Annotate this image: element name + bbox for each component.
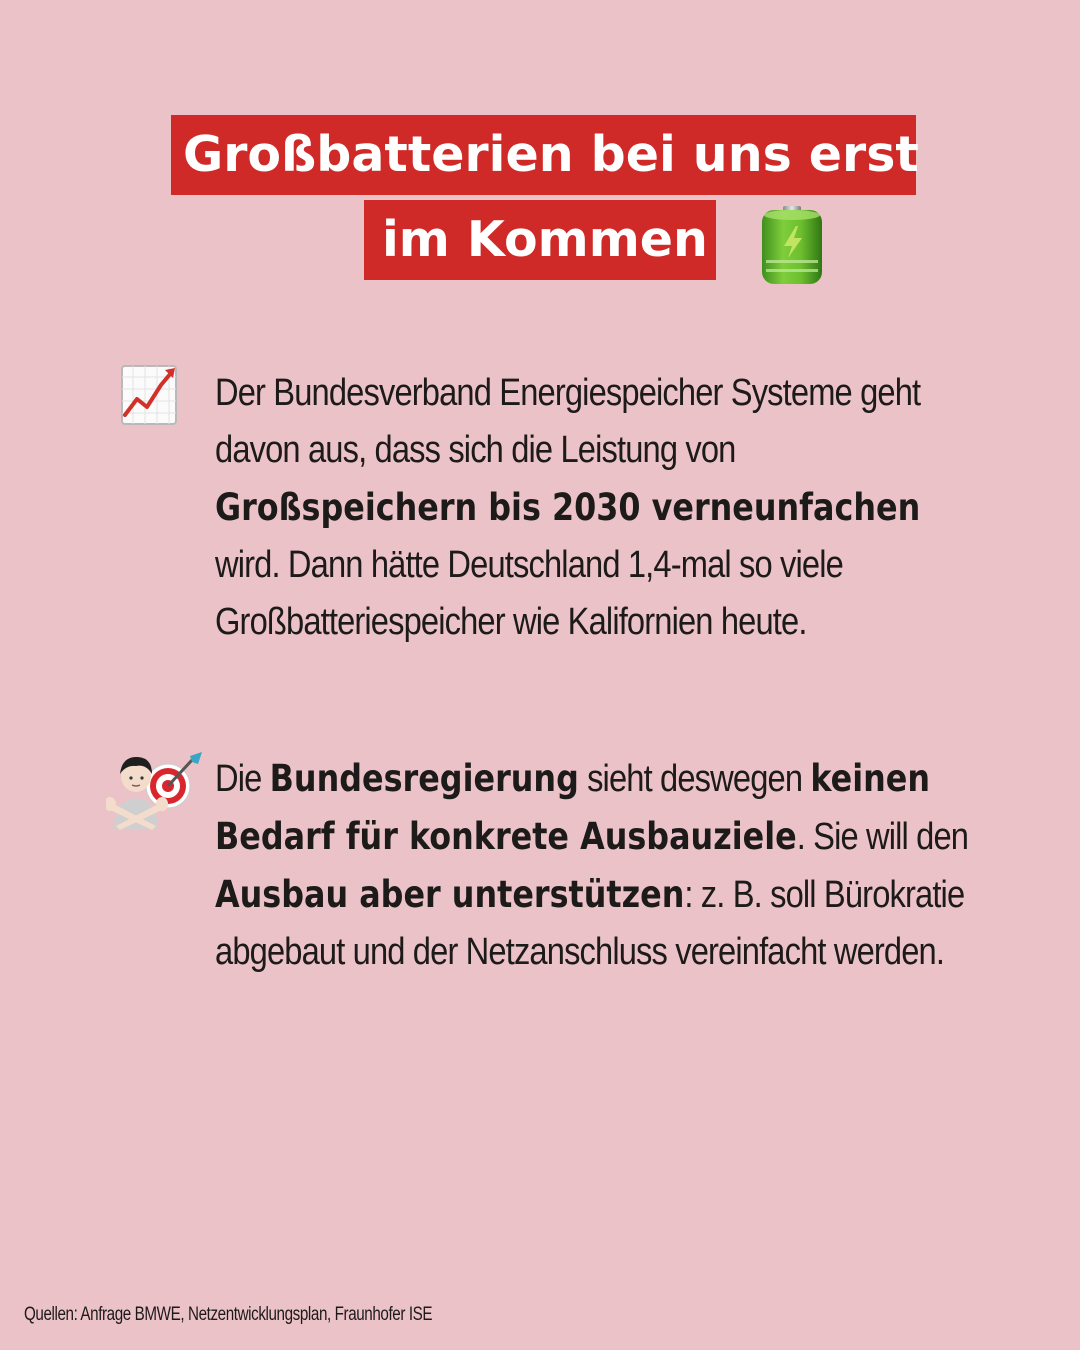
text-run: Die <box>215 758 270 800</box>
bold-text-run: keinen Bedarf für konkrete Ausbauziele <box>215 757 931 858</box>
battery-icon <box>756 206 828 284</box>
text-run: Der Bundesverband Energiespeicher Systeme geht davon aus, dass sich die Leistung von <box>215 372 921 471</box>
text-run: wird. Dann hätte Deutschland 1,4-mal so viele Großbatteriespeicher wie Kalifornien heute. <box>215 544 843 643</box>
chart-increasing-icon <box>121 365 177 425</box>
bold-text-run: Großspeichern bis 2030 verneunfachen <box>215 486 921 529</box>
sources-footnote: Quellen: Anfrage BMWE, Netzentwicklungsplan, Fraunhofer ISE <box>24 1304 433 1325</box>
bullet-1-text <box>215 365 972 651</box>
title-line-1: Großbatterien bei uns erst <box>171 115 916 195</box>
text-run: . Sie will den <box>796 816 969 858</box>
text-run: sieht deswegen <box>578 758 811 800</box>
bold-text-run: Ausbau aber unterstützen <box>215 873 685 916</box>
bold-text-run: Bundesregierung <box>269 757 579 800</box>
title-line-2: im Kommen <box>364 200 716 280</box>
person-gesturing-no-with-target-icon <box>106 750 206 830</box>
bullet-2-text <box>215 750 972 981</box>
text-run: : z. B. soll Bürokratie abgebaut und der Netzanschluss vereinfacht werden. <box>215 874 965 973</box>
